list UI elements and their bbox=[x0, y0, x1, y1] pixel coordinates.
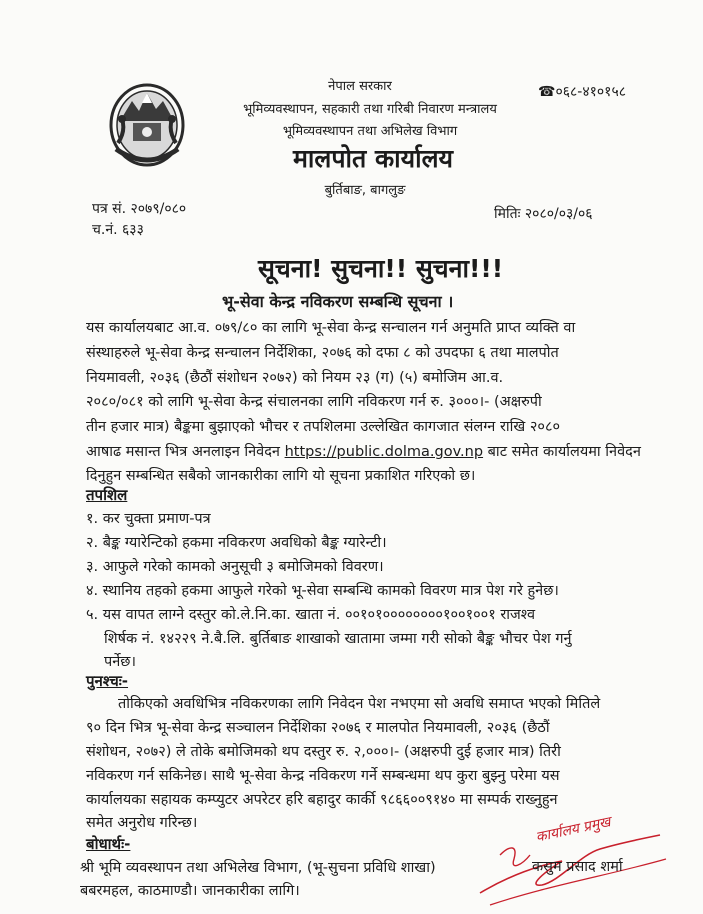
body-line: दिनुहुन सम्बन्धित सबैको जानकारीका लागि यो सूचना प्रकाशित गरिएको छ। bbox=[86, 468, 476, 484]
details-item: २. बैङ्क ग्यारेन्टिको हकमा नविकरण अवधिको बैङ्क ग्यारेन्टी। bbox=[86, 535, 387, 551]
notice-title: सूचना! सुचना!! सुचना!!! bbox=[258, 254, 504, 283]
details-item: १. कर चुक्ता प्रमाण-पत्र bbox=[86, 511, 211, 527]
signatory-name: कसुम प्रसाद शर्मा bbox=[532, 859, 623, 875]
body-line bbox=[86, 441, 641, 461]
cc-line: बबरमहल, काठमाण्डौ। जानकारीका लागि। bbox=[80, 883, 300, 899]
cc-heading: बोधार्थः- bbox=[86, 835, 131, 853]
notice-subtitle: भू-सेवा केन्द्र नविकरण सम्बन्धि सूचना । bbox=[222, 292, 454, 311]
details-item: ४. स्थानिय तहको हकमा आफुले गरेको भू-सेवा सम्बन्धि कामको विवरण मात्र पेश गरे हुनेछ। bbox=[86, 583, 559, 599]
signatory-stamp: कार्यालय प्रमुख bbox=[534, 814, 613, 846]
body-line: संस्थाहरुले भू-सेवा केन्द्र सन्चालन निर्देशिका, २०७६ को दफा ८ को उपदफा ६ तथा मालपोत bbox=[86, 345, 559, 361]
details-heading: तपशिल bbox=[86, 486, 128, 504]
office-name: मालपोत कार्यालय bbox=[292, 144, 454, 173]
notice-date: मितिः २०८०/०३/०६ bbox=[494, 206, 593, 222]
postscript-line: कार्यालयका सहायक कम्प्युटर अपरेटर हरि बहादुर कार्की ९८६६००९१४० मा सम्पर्क राख्नुहुन bbox=[86, 792, 558, 808]
details-item: ५. यस वापत लाग्ने दस्तुर को.ले.नि.का. खाता नं. ००१०१००००००००१००१००१ राजश्व bbox=[86, 607, 536, 623]
govt-name: नेपाल सरकार bbox=[328, 79, 392, 94]
postscript-line: ९० दिन भित्र भू-सेवा केन्द्र सञ्चालन निर्देशिका २०७६ र मालपोत नियमावली, २०३६ (छैठौं bbox=[86, 720, 550, 736]
postscript-line: नविकरण गर्न सकिनेछ। साथै भू-सेवा केन्द्र नविकरण गर्ने सम्बन्धमा थप कुरा बुझ्नु परेमा यस bbox=[86, 768, 560, 784]
body-line: २०८०/०८१ को लागि भू-सेवा केन्द्र संचालनका लागि नविकरण गर्न रु. ३०००।- (अक्षरुपी bbox=[86, 394, 542, 410]
office-location: बुर्तिबाङ, बागलुङ bbox=[324, 183, 406, 198]
dispatch-number: च.नं. ६३३ bbox=[92, 222, 144, 238]
cc-line: श्री भूमि व्यवस्थापन तथा अभिलेख विभाग, (भू-सुचना प्रविधि शाखा) bbox=[80, 860, 436, 876]
details-item-continued: पर्नेछ। bbox=[104, 654, 136, 670]
nepal-emblem-icon bbox=[106, 79, 188, 171]
details-item: ३. आफुले गरेको कामको अनुसूची ३ बमोजिमको विवरण। bbox=[86, 559, 384, 575]
body-line: तीन हजार मात्र) बैङ्कमा बुझाएको भौचर र तपशिलमा उल्लेखित कागजात संलग्न राखि २०८० bbox=[86, 419, 561, 435]
body-line: नियमावली, २०३६ (छैठौं संशोधन २०७२) को नियम २३ (ग) (५) बमोजिम आ.व. bbox=[86, 370, 504, 386]
body-line-text: बाट समेत कार्यालयमा निवेदन bbox=[483, 444, 641, 460]
details-item-continued: शिर्षक नं. १४२२९ ने.बै.लि. बुर्तिबाङ शाखाको खातामा जम्मा गरी सोको बैङ्क भौचर पेश गर्नु bbox=[104, 631, 572, 647]
postscript-line: तोकिएको अवधिभित्र नविकरणका लागि निवेदन पेश नभएमा सो अवधि समाप्त भएको मितिले bbox=[118, 696, 601, 712]
department-name: भूमिव्यवस्थापन तथा अभिलेख विभाग bbox=[282, 124, 458, 139]
letter-number: पत्र सं. २०७९/०८० bbox=[92, 201, 187, 217]
postscript-heading: पुनश्चः- bbox=[86, 672, 129, 690]
postscript-line: संशोधन, २०७२) ले तोके बमोजिमको थप दस्तुर रु. २,०००।- (अक्षरुपी दुई हजार मात्र) तिरी bbox=[86, 744, 561, 760]
postscript-line: समेत अनुरोध गरिन्छ। bbox=[86, 815, 198, 831]
body-line-text: आषाढ मसान्त भित्र अनलाइन निवेदन bbox=[86, 444, 285, 460]
online-application-link[interactable]: https://public.dolma.gov.np bbox=[284, 444, 484, 460]
body-line: यस कार्यालयबाट आ.व. ०७९/८० का लागि भू-सेवा केन्द्र सन्चालन गर्न अनुमति प्राप्त व्यक्ति वा bbox=[86, 320, 576, 336]
phone-number: ☎०६८-४१०१५८ bbox=[538, 84, 627, 100]
ministry-name: भूमिव्यवस्थापन, सहकारी तथा गरिबी निवारण मन्त्रालय bbox=[243, 102, 497, 117]
